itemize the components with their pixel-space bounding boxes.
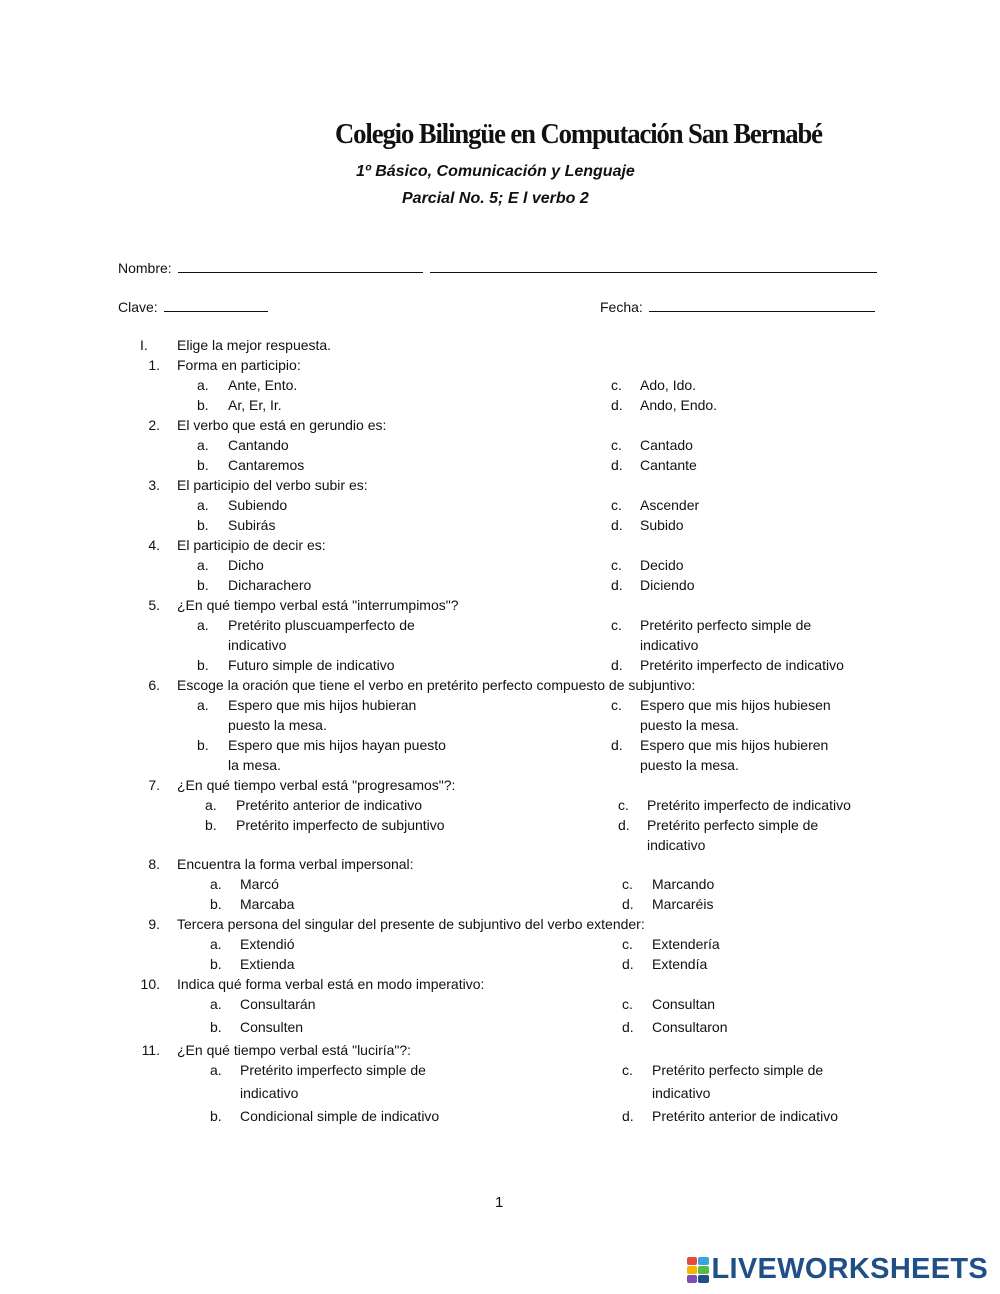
fecha-line[interactable] bbox=[649, 297, 875, 312]
option-b[interactable]: Cantaremos bbox=[228, 457, 305, 473]
option-letter-b: b. bbox=[210, 896, 222, 912]
question-number: 8. bbox=[148, 856, 160, 872]
option-b[interactable]: Consulten bbox=[240, 1019, 304, 1035]
question-number: 1. bbox=[148, 357, 160, 373]
option-letter-b: b. bbox=[197, 737, 209, 753]
option-a-cont[interactable]: indicativo bbox=[240, 1085, 299, 1101]
option-letter-a: a. bbox=[197, 377, 209, 393]
option-letter-b: b. bbox=[197, 577, 209, 593]
option-c[interactable]: Cantado bbox=[640, 437, 693, 453]
option-c[interactable]: Extendería bbox=[652, 936, 720, 952]
option-letter-d: d. bbox=[611, 657, 623, 673]
nombre-label: Nombre: bbox=[118, 260, 172, 276]
question-number: 11. bbox=[141, 1042, 160, 1058]
option-letter-b: b. bbox=[197, 397, 209, 413]
option-a-cont[interactable]: indicativo bbox=[228, 637, 287, 653]
option-c[interactable]: Ascender bbox=[640, 497, 700, 513]
liveworksheets-logo bbox=[687, 1253, 989, 1286]
option-a[interactable]: Ante, Ento. bbox=[228, 377, 298, 393]
question-number: 3. bbox=[148, 477, 160, 493]
option-b[interactable]: Extienda bbox=[240, 956, 295, 972]
option-c[interactable]: Consultan bbox=[652, 996, 716, 1012]
question-text: ¿En qué tiempo verbal está "luciría"?: bbox=[177, 1042, 412, 1058]
question-text: El participio de decir es: bbox=[177, 537, 326, 553]
option-letter-a: a. bbox=[197, 557, 209, 573]
option-letter-c: c. bbox=[611, 437, 622, 453]
exam-title: Parcial No. 5; E l verbo 2 bbox=[402, 190, 589, 207]
question-number: 2. bbox=[148, 417, 160, 433]
section-instruction: Elige la mejor respuesta. bbox=[177, 337, 332, 353]
option-a[interactable]: Pretérito pluscuamperfecto de bbox=[228, 617, 415, 633]
option-d[interactable]: Subido bbox=[640, 517, 684, 533]
course-subtitle: 1º Básico, Comunicación y Lenguaje bbox=[356, 163, 635, 180]
option-b[interactable]: Marcaba bbox=[240, 896, 295, 912]
option-d[interactable]: Pretérito anterior de indicativo bbox=[652, 1108, 838, 1124]
option-letter-b: b. bbox=[197, 457, 209, 473]
option-c[interactable]: Decido bbox=[640, 557, 684, 573]
option-c[interactable]: Marcando bbox=[652, 876, 715, 892]
option-b-cont[interactable]: la mesa. bbox=[228, 757, 281, 773]
option-letter-c: c. bbox=[622, 1062, 633, 1078]
option-d-cont[interactable]: indicativo bbox=[647, 837, 706, 853]
question-number: 6. bbox=[148, 677, 160, 693]
question-number: 7. bbox=[148, 777, 160, 793]
option-d[interactable]: Pretérito perfecto simple de bbox=[647, 817, 819, 833]
option-letter-d: d. bbox=[622, 956, 634, 972]
question-text: El verbo que está en gerundio es: bbox=[177, 417, 387, 433]
option-a[interactable]: Cantando bbox=[228, 437, 289, 453]
option-d[interactable]: Espero que mis hijos hubieren bbox=[640, 737, 829, 753]
option-letter-a: a. bbox=[197, 697, 209, 713]
question-number: 5. bbox=[148, 597, 160, 613]
option-c-cont[interactable]: indicativo bbox=[640, 637, 699, 653]
option-c[interactable]: Ado, Ido. bbox=[640, 377, 697, 393]
question-text: Tercera persona del singular del presente de subjuntivo del verbo extender: bbox=[177, 916, 645, 932]
option-d[interactable]: Marcaréis bbox=[652, 896, 714, 912]
question-number: 4. bbox=[148, 537, 160, 553]
option-letter-b: b. bbox=[210, 956, 222, 972]
clave-label: Clave: bbox=[118, 299, 158, 315]
option-letter-a: a. bbox=[197, 497, 209, 513]
option-letter-d: d. bbox=[611, 517, 623, 533]
question-text: ¿En qué tiempo verbal está "interrumpimos"? bbox=[177, 597, 459, 613]
option-letter-b: b. bbox=[197, 517, 209, 533]
section-numeral: I. bbox=[140, 337, 148, 353]
option-letter-c: c. bbox=[611, 697, 622, 713]
option-letter-b: b. bbox=[197, 657, 209, 673]
nombre-row bbox=[118, 258, 877, 276]
option-letter-a: a. bbox=[210, 876, 222, 892]
question-text: Forma en participio: bbox=[177, 357, 301, 373]
option-letter-c: c. bbox=[622, 876, 633, 892]
option-letter-d: d. bbox=[611, 577, 623, 593]
option-a[interactable]: Extendió bbox=[240, 936, 295, 952]
option-a[interactable]: Pretérito anterior de indicativo bbox=[236, 797, 422, 813]
option-a[interactable]: Consultarán bbox=[240, 996, 316, 1012]
option-c-cont[interactable]: indicativo bbox=[652, 1085, 711, 1101]
clave-line[interactable] bbox=[164, 297, 268, 312]
nombre-line-2[interactable] bbox=[430, 258, 877, 273]
clave-row bbox=[118, 297, 268, 315]
question-text: Escoge la oración que tiene el verbo en pretérito perfecto compuesto de subjuntivo: bbox=[177, 677, 696, 693]
option-letter-c: c. bbox=[622, 996, 633, 1012]
option-a[interactable]: Dicho bbox=[228, 557, 264, 573]
school-title: Colegio Bilingüe en Computación San Bernabé bbox=[335, 118, 822, 150]
question-text: El participio del verbo subir es: bbox=[177, 477, 368, 493]
option-d[interactable]: Ando, Endo. bbox=[640, 397, 718, 413]
option-letter-c: c. bbox=[611, 497, 622, 513]
option-d-cont[interactable]: puesto la mesa. bbox=[640, 757, 739, 773]
option-letter-a: a. bbox=[210, 1062, 222, 1078]
option-letter-c: c. bbox=[611, 377, 622, 393]
option-letter-a: a. bbox=[197, 437, 209, 453]
question-text: Encuentra la forma verbal impersonal: bbox=[177, 856, 414, 872]
option-b[interactable]: Subirás bbox=[228, 517, 276, 533]
option-letter-b: b. bbox=[210, 1108, 222, 1124]
option-a[interactable]: Pretérito imperfecto simple de bbox=[240, 1062, 426, 1078]
option-letter-a: a. bbox=[197, 617, 209, 633]
option-letter-a: a. bbox=[210, 996, 222, 1012]
option-letter-a: a. bbox=[205, 797, 217, 813]
option-letter-d: d. bbox=[622, 1019, 634, 1035]
option-a-cont[interactable]: puesto la mesa. bbox=[228, 717, 327, 733]
question-number: 10. bbox=[140, 976, 160, 992]
option-c[interactable]: Pretérito perfecto simple de bbox=[652, 1062, 824, 1078]
question-text: Indica qué forma verbal está en modo imperativo: bbox=[177, 976, 485, 992]
option-letter-d: d. bbox=[622, 1108, 634, 1124]
option-letter-b: b. bbox=[210, 1019, 222, 1035]
option-b[interactable]: Dicharachero bbox=[228, 577, 312, 593]
option-d[interactable]: Extendía bbox=[652, 956, 708, 972]
option-letter-c: c. bbox=[618, 797, 629, 813]
nombre-line-1[interactable] bbox=[178, 258, 423, 273]
option-c[interactable]: Pretérito perfecto simple de bbox=[640, 617, 812, 633]
option-letter-d: d. bbox=[611, 397, 623, 413]
option-c-cont[interactable]: puesto la mesa. bbox=[640, 717, 739, 733]
brand-name: LIVEWORKSHEETS bbox=[711, 1253, 988, 1285]
option-d[interactable]: Cantante bbox=[640, 457, 697, 473]
fecha-row bbox=[600, 297, 875, 315]
page-number: 1 bbox=[495, 1194, 504, 1211]
option-b[interactable]: Futuro simple de indicativo bbox=[228, 657, 395, 673]
option-c[interactable]: Pretérito imperfecto de indicativo bbox=[647, 797, 851, 813]
option-b[interactable]: Espero que mis hijos hayan puesto bbox=[228, 737, 446, 753]
question-text: ¿En qué tiempo verbal está "progresamos"?: bbox=[177, 777, 456, 793]
fecha-label: Fecha: bbox=[600, 299, 643, 315]
option-c[interactable]: Espero que mis hijos hubiesen bbox=[640, 697, 831, 713]
option-letter-d: d. bbox=[622, 896, 634, 912]
option-letter-c: c. bbox=[622, 936, 633, 952]
question-number: 9. bbox=[148, 916, 160, 932]
option-letter-b: b. bbox=[205, 817, 217, 833]
option-letter-c: c. bbox=[611, 557, 622, 573]
option-a[interactable]: Subiendo bbox=[228, 497, 288, 513]
option-b[interactable]: Condicional simple de indicativo bbox=[240, 1108, 440, 1124]
option-b[interactable]: Ar, Er, Ir. bbox=[228, 397, 282, 413]
option-letter-d: d. bbox=[611, 737, 623, 753]
option-d[interactable]: Consultaron bbox=[652, 1019, 728, 1035]
option-letter-c: c. bbox=[611, 617, 622, 633]
option-a[interactable]: Marcó bbox=[240, 876, 279, 892]
option-letter-d: d. bbox=[618, 817, 630, 833]
option-a[interactable]: Espero que mis hijos hubieran bbox=[228, 697, 417, 713]
liveworksheets-logo-icon bbox=[687, 1257, 709, 1283]
option-d[interactable]: Pretérito imperfecto de indicativo bbox=[640, 657, 844, 673]
option-d[interactable]: Diciendo bbox=[640, 577, 695, 593]
option-letter-a: a. bbox=[210, 936, 222, 952]
option-letter-d: d. bbox=[611, 457, 623, 473]
option-b[interactable]: Pretérito imperfecto de subjuntivo bbox=[236, 817, 445, 833]
